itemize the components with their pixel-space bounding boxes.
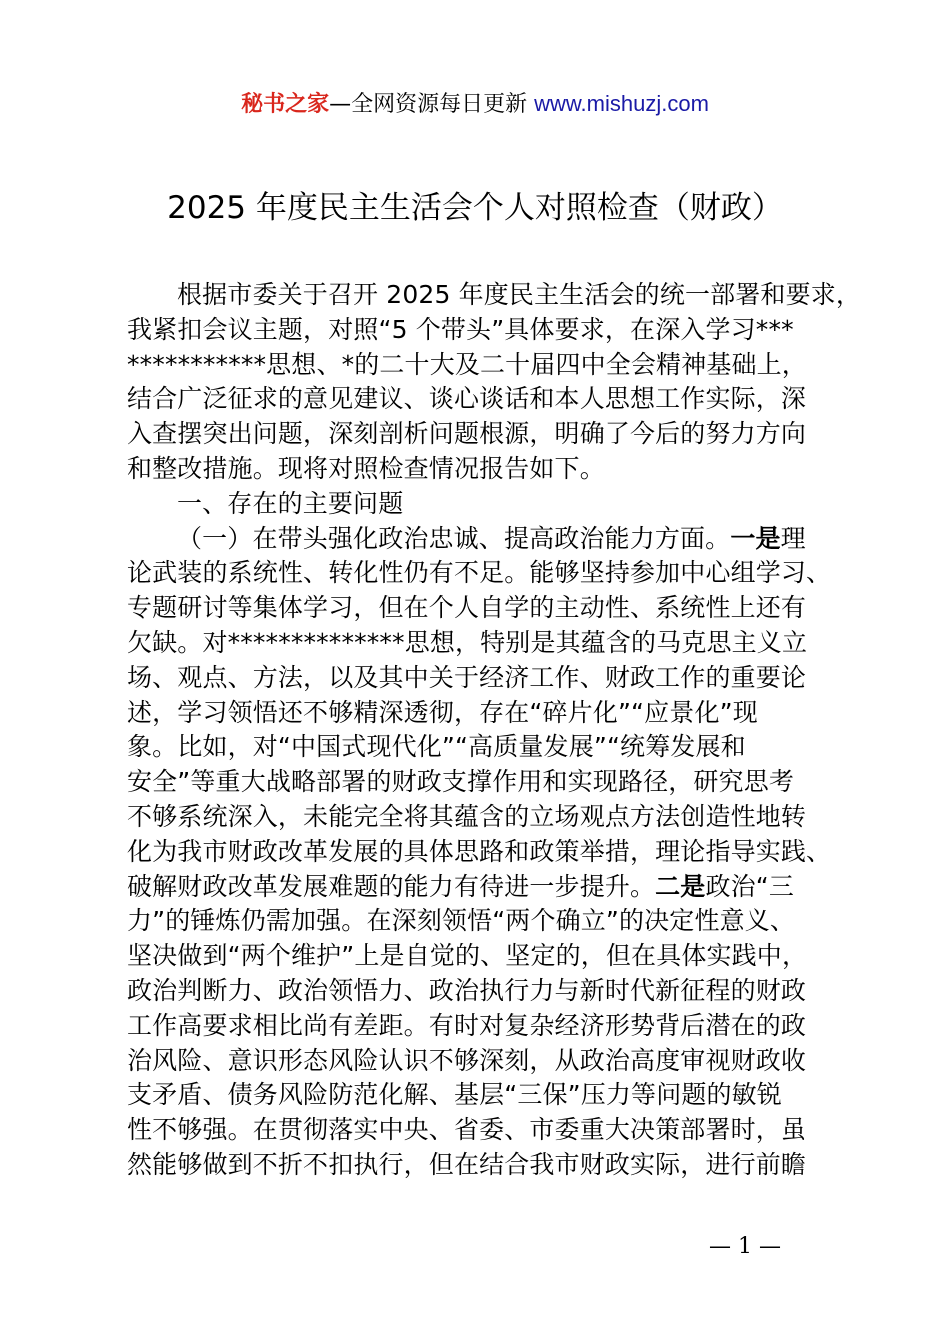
paragraph-line: 然能够做到不折不扣执行，但在结合我市财政实际，进行前瞻 bbox=[127, 1149, 807, 1179]
paragraph-line: 欠缺。对**************思想，特别是其蕴含的马克思主义立 bbox=[127, 627, 808, 657]
paragraph-line: 结合广泛征求的意见建议、谈心谈话和本人思想工作实际，深 bbox=[127, 384, 807, 414]
paragraph-line: 支矛盾、债务风险防范化解、基层“三保”压力等问题的敏锐 bbox=[127, 1080, 782, 1110]
paragraph-line: 专题研讨等集体学习，但在个人自学的主动性、系统性上还有 bbox=[127, 593, 807, 623]
subsection-line bbox=[127, 522, 847, 557]
paragraph-text: 政治“三 bbox=[705, 871, 795, 901]
paragraph-text: 破解财政改革发展难题的能力有待进一步提升。 bbox=[127, 871, 656, 901]
paragraph-line: 安全”等重大战略部署的财政支撑作用和实现路径，研究思考 bbox=[127, 767, 795, 797]
site-url-link[interactable]: www.mishuzj.com bbox=[534, 91, 709, 116]
paragraph-line: 我紧扣会议主题，对照“5 个带头”具体要求，在深入学习*** bbox=[127, 314, 794, 344]
paragraph-line: 象。比如，对“中国式现代化”“高质量发展”“统筹发展和 bbox=[127, 732, 746, 762]
brand-name: 秘书之家 bbox=[241, 92, 330, 117]
paragraph-line: 根据市委关于召开 2025 年度民主生活会的统一部署和要求， bbox=[177, 280, 862, 309]
paragraph-line: 工作高要求相比尚有差距。有时对复杂经济形势背后潜在的政 bbox=[127, 1010, 807, 1040]
paragraph-line: 场、观点、方法，以及其中关于经济工作、财政工作的重要论 bbox=[127, 662, 807, 692]
paragraph-line: 坚决做到“两个维护”上是自觉的、坚定的，但在具体实践中， bbox=[127, 941, 808, 971]
banner-tagline: —全网资源每日更新 bbox=[329, 92, 535, 117]
paragraph-line: 论武装的系统性、转化性仍有不足。能够坚持参加中心组学习、 bbox=[127, 558, 832, 588]
section-heading: 一、存在的主要问题 bbox=[177, 488, 404, 518]
paragraph-line: 不够系统深入，未能完全将其蕴含的立场观点方法创造性地转 bbox=[127, 801, 807, 831]
bold-marker-second: 二是 bbox=[655, 871, 706, 901]
bold-marker-first: 一是 bbox=[730, 523, 781, 553]
paragraph-line: 力”的锤炼仍需加强。在深刻领悟“两个确立”的决定性意义、 bbox=[127, 906, 796, 936]
paragraph-line: 入查摆突出问题，深刻剖析问题根源，明确了今后的努力方向 bbox=[127, 419, 807, 449]
paragraph-line: 治风险、意识形态风险认识不够深刻，从政治高度审视财政收 bbox=[127, 1045, 807, 1075]
paragraph-line: 述，学习领悟还不够精深透彻，存在“碎片化”“应景化”现 bbox=[127, 697, 758, 727]
page-number: — 1 — bbox=[709, 1234, 781, 1259]
subsection-heading: （一）在带头强化政治忠诚、提高政治能力方面。 bbox=[177, 523, 731, 553]
paragraph-line: 政治判断力、政治领悟力、政治执行力与新时代新征程的财政 bbox=[127, 975, 807, 1005]
paragraph-line: 化为我市财政改革发展的具体思路和政策举措，理论指导实践、 bbox=[127, 836, 832, 866]
document-title: 2025 年度民主生活会个人对照检查（财政） bbox=[167, 190, 783, 226]
paragraph-line: 性不够强。在贯彻落实中央、省委、市委重大决策部署时，虽 bbox=[127, 1115, 807, 1145]
site-banner bbox=[0, 88, 950, 121]
paragraph-line: ***********思想、*的二十大及二十届四中全会精神基础上， bbox=[127, 349, 807, 379]
paragraph-line bbox=[127, 870, 847, 905]
paragraph-line: 和整改措施。现将对照检查情况报告如下。 bbox=[127, 453, 605, 483]
document-body bbox=[127, 278, 862, 1183]
paragraph-text: 理 bbox=[780, 523, 806, 553]
